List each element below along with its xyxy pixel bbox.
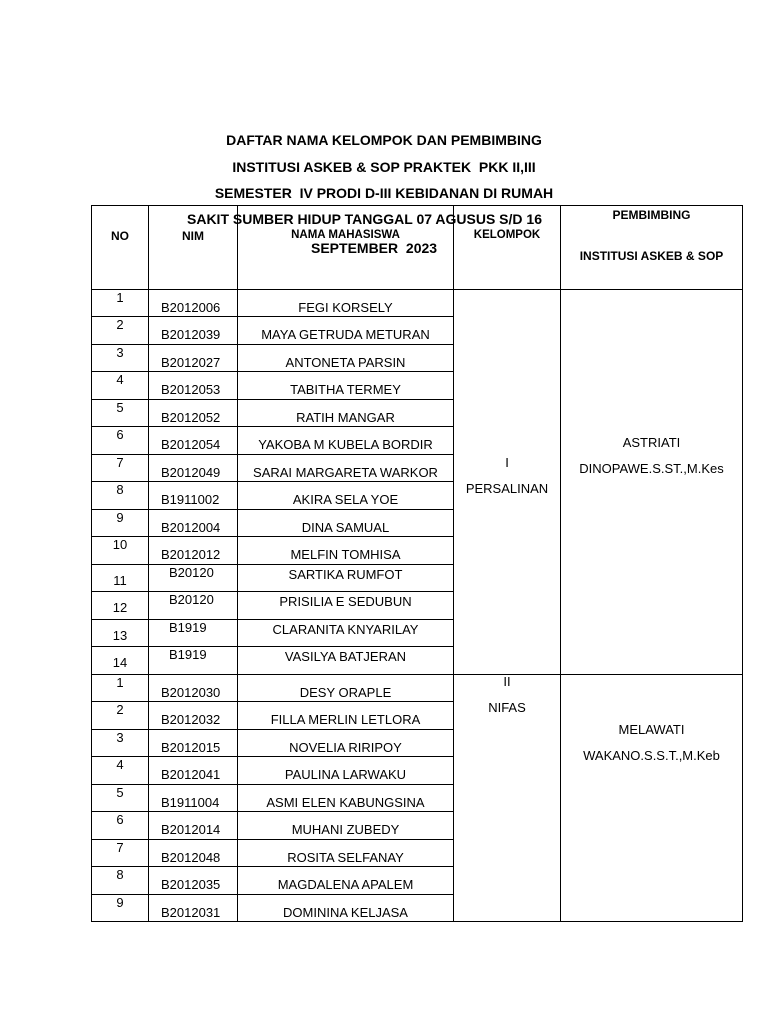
cell-no-text: 3 (116, 729, 124, 745)
cell-nim (149, 867, 238, 895)
student-group-table (91, 205, 743, 922)
cell-nim (149, 812, 238, 840)
cell-no-text: 12 (112, 600, 128, 615)
cell-nama-text: SARTIKA RUMFOT (288, 566, 403, 582)
cell-nama (238, 757, 454, 785)
cell-nama-text: MAGDALENA APALEM (277, 877, 414, 892)
title-line-5: SEPTEMBER 2023 (311, 240, 438, 256)
header-no: NO (92, 206, 149, 290)
cell-nim (149, 674, 238, 702)
kelompok-name: NIFAS (488, 699, 526, 715)
cell-no-text: 11 (113, 572, 127, 588)
cell-nama-text: VASILYA BATJERAN (284, 649, 407, 664)
cell-nim (149, 344, 238, 372)
cell-nim-text: B2012015 (161, 739, 221, 755)
cell-nama-text: FILLA MERLIN LETLORA (270, 712, 421, 727)
pembimbing-name: MELAWATI (618, 721, 685, 737)
header-pembimbing: PEMBIMBING INSTITUSI ASKEB & SOP (561, 206, 743, 290)
cell-nama-text: TABITHA TERMEY (290, 382, 401, 397)
cell-nama (238, 784, 454, 812)
title-line-1: DAFTAR NAMA KELOMPOK DAN PEMBIMBING (226, 132, 542, 148)
cell-nim (149, 372, 238, 400)
cell-nama (238, 839, 454, 867)
cell-nama-text: CLARANITA KNYARILAY (272, 621, 419, 637)
cell-nim (149, 619, 238, 647)
title-line-4: SAKIT SUMBER HIDUP TANGGAL 07 AGUSUS S/D 16 (187, 211, 542, 227)
cell-no-text: 1 (116, 674, 124, 690)
cell-no (92, 482, 149, 510)
cell-nama (238, 674, 454, 702)
cell-no (92, 427, 149, 455)
cell-nim-text: B2012053 (161, 382, 221, 397)
cell-nim-text: B2012006 (161, 300, 221, 315)
cell-nim-text: B1919 (169, 619, 207, 635)
cell-no-text: 9 (116, 509, 124, 525)
cell-nim-text: B2012012 (161, 547, 221, 562)
cell-no-text: 2 (116, 317, 124, 332)
cell-nim (149, 784, 238, 812)
cell-nama-text: YAKOBA M KUBELA BORDIR (258, 437, 433, 452)
title-line-2: INSTITUSI ASKEB & SOP PRAKTEK PKK II,III (232, 159, 536, 175)
cell-no (92, 317, 149, 345)
cell-no-text: 5 (116, 399, 124, 415)
cell-nim (149, 317, 238, 345)
cell-nama-text: DOMININA KELJASA (283, 904, 408, 920)
table-row (92, 290, 743, 317)
cell-nama (238, 867, 454, 895)
cell-nim (149, 427, 238, 455)
cell-nim (149, 894, 238, 922)
cell-nim-text: B1919 (169, 647, 207, 662)
cell-no (92, 702, 149, 730)
cell-no (92, 619, 149, 647)
cell-no-text: 7 (116, 454, 124, 470)
cell-nama (238, 372, 454, 400)
cell-no (92, 454, 149, 482)
cell-nim-text: B2012048 (161, 849, 221, 865)
cell-no (92, 812, 149, 840)
cell-nama (238, 537, 454, 565)
cell-nama-text: PRISILIA E SEDUBUN (279, 594, 412, 609)
cell-no (92, 647, 149, 675)
cell-nim-text: B2012054 (161, 437, 221, 452)
cell-no (92, 894, 149, 922)
cell-nama (238, 619, 454, 647)
cell-nim (149, 399, 238, 427)
table-body (92, 290, 743, 922)
cell-kelompok (454, 290, 561, 675)
cell-nim-text: B2012039 (161, 327, 221, 342)
cell-nama (238, 290, 454, 317)
cell-nim (149, 509, 238, 537)
cell-no (92, 290, 149, 317)
cell-nama-text: ROSITA SELFANAY (287, 849, 404, 865)
cell-nama (238, 564, 454, 592)
kelompok-name: PERSALINAN (465, 481, 549, 496)
cell-no (92, 537, 149, 565)
cell-nim-text: B2012035 (161, 877, 221, 892)
cell-no (92, 344, 149, 372)
cell-nama (238, 509, 454, 537)
cell-no (92, 757, 149, 785)
cell-nim-text: B2012041 (161, 767, 221, 782)
cell-nama (238, 454, 454, 482)
cell-nim-text: B2012027 (161, 354, 221, 370)
cell-no-text: 14 (112, 655, 128, 670)
cell-kelompok (454, 674, 561, 922)
cell-nama-text: MUHANI ZUBEDY (291, 822, 400, 837)
cell-nim (149, 839, 238, 867)
cell-no-text: 1 (116, 290, 124, 305)
cell-nim-text: B2012030 (161, 684, 221, 700)
cell-no (92, 372, 149, 400)
cell-nim (149, 729, 238, 757)
cell-no-text: 6 (116, 427, 124, 442)
cell-nim-text: B1911004 (161, 794, 220, 810)
cell-no-text: 3 (116, 344, 124, 360)
table-row (92, 674, 743, 702)
cell-nim-text: B2012004 (161, 519, 221, 535)
cell-no-text: 2 (116, 702, 124, 717)
cell-nim-text: B2012052 (161, 409, 221, 425)
cell-no (92, 674, 149, 702)
cell-nim-text: B2012014 (161, 822, 221, 837)
pembimbing-name: ASTRIATI (622, 435, 681, 450)
cell-nim-text: B1911002 (161, 492, 220, 507)
kelompok-number: II (503, 673, 511, 689)
title-line-3: SEMESTER IV PRODI D-III KEBIDANAN DI RUMAH (214, 185, 554, 201)
cell-nama-text: RATIH MANGAR (296, 409, 395, 425)
cell-no-text: 8 (116, 867, 124, 882)
cell-nama (238, 894, 454, 922)
header-kelompok: KELOMPOK (454, 206, 561, 290)
cell-no (92, 564, 149, 592)
cell-nim (149, 702, 238, 730)
cell-nim (149, 454, 238, 482)
cell-no-text: 8 (116, 482, 124, 497)
cell-no (92, 592, 149, 620)
cell-nama (238, 317, 454, 345)
cell-nama-text: AKIRA SELA YOE (292, 492, 399, 507)
cell-nim-text: B2012032 (161, 712, 221, 727)
cell-nama-text: ANTONETA PARSIN (285, 354, 406, 370)
cell-nama-text: FEGI KORSELY (298, 300, 393, 315)
cell-nama-text: NOVELIA RIRIPOY (289, 739, 402, 755)
cell-no (92, 509, 149, 537)
cell-nama-text: MAYA GETRUDA METURAN (261, 327, 430, 342)
cell-nim (149, 757, 238, 785)
cell-nama-text: PAULINA LARWAKU (284, 767, 407, 782)
cell-nim-text: B20120 (169, 564, 214, 580)
cell-nama (238, 399, 454, 427)
cell-nama-text: DINA SAMUAL (301, 519, 390, 535)
cell-no-text: 10 (112, 537, 128, 552)
header-nama: NAMA MAHASISWA (238, 206, 454, 290)
cell-no (92, 839, 149, 867)
cell-nim (149, 482, 238, 510)
cell-nama-text: ASMI ELEN KABUNGSINA (266, 794, 425, 810)
cell-nama-text: DESY ORAPLE (299, 684, 392, 700)
kelompok-number: I (505, 455, 509, 470)
cell-no-text: 4 (116, 372, 124, 387)
cell-pembimbing (561, 674, 743, 922)
cell-nim (149, 537, 238, 565)
cell-nim (149, 290, 238, 317)
cell-no-text: 9 (116, 894, 124, 910)
cell-pembimbing (561, 290, 743, 675)
pembimbing-title: DINOPAWE.S.ST.,M.Kes (579, 461, 724, 476)
cell-no (92, 867, 149, 895)
cell-nim-text: B20120 (169, 592, 214, 607)
cell-no (92, 399, 149, 427)
cell-nama (238, 482, 454, 510)
cell-nim-text: B2012031 (161, 904, 221, 920)
cell-nama (238, 647, 454, 675)
cell-no (92, 729, 149, 757)
cell-nim (149, 592, 238, 620)
cell-nama (238, 592, 454, 620)
cell-nim-text: B2012049 (161, 464, 221, 480)
cell-nama (238, 702, 454, 730)
cell-no-text: 4 (116, 757, 124, 772)
cell-no (92, 784, 149, 812)
cell-nama (238, 812, 454, 840)
cell-nama-text: MELFIN TOMHISA (290, 547, 401, 562)
cell-nim (149, 564, 238, 592)
cell-no-text: 5 (116, 784, 124, 800)
cell-no-text: 6 (116, 812, 124, 827)
cell-nama (238, 344, 454, 372)
pembimbing-title: WAKANO.S.S.T.,M.Keb (583, 747, 720, 763)
cell-no-text: 13 (112, 627, 128, 643)
cell-nim (149, 647, 238, 675)
cell-nama (238, 427, 454, 455)
cell-nama (238, 729, 454, 757)
cell-no-text: 7 (116, 839, 124, 855)
header-nim: NIM (149, 206, 238, 290)
cell-nama-text: SARAI MARGARETA WARKOR (253, 464, 438, 480)
